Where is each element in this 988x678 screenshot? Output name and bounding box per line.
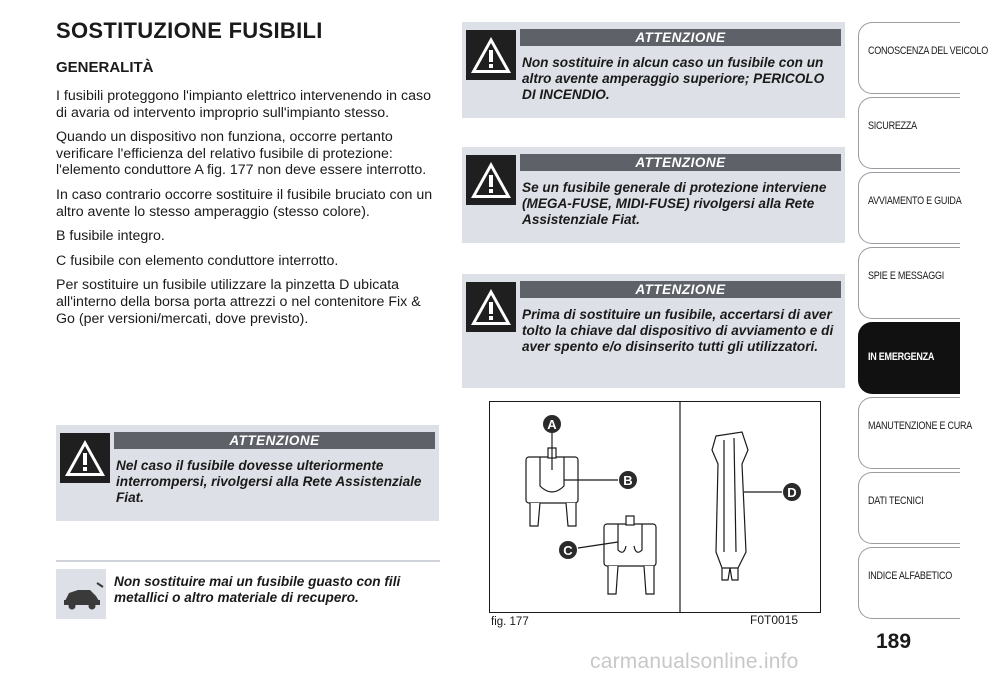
- paragraph: I fusibili proteggono l'impianto elettrico intervenendo in caso di avaria od intervento improprio sull'impianto stesso.: [56, 88, 431, 121]
- tab-avviamento-e-guida[interactable]: [858, 172, 960, 244]
- warning-text: Prima di sostituire un fusibile, accertarsi di aver tolto la chiave dal dispositivo di avviamento e di aver spento e/o disinserito tutti gli utilizzatori.: [522, 307, 834, 354]
- tab-label: SICUREZZA: [868, 120, 917, 132]
- environment-note-text: Non sostituire mai un fusibile guasto con fili metallici o altro materiale di recupero.: [114, 574, 401, 605]
- callout-a-label: A: [547, 417, 557, 432]
- section-subtitle: GENERALITÀ: [56, 59, 154, 76]
- warning-box-2: [462, 22, 845, 118]
- tab-sicurezza[interactable]: [858, 97, 960, 169]
- vehicle-environment-icon: [56, 569, 106, 619]
- paragraph: C fusibile con elemento conduttore interrotto.: [56, 252, 339, 269]
- tab-label: SPIE E MESSAGGI: [868, 270, 945, 282]
- paragraph: B fusibile integro.: [56, 228, 165, 245]
- figure-code: F0T0015: [750, 613, 799, 627]
- tab-spie-e-messaggi[interactable]: [858, 247, 960, 319]
- tab-manutenzione-e-cura[interactable]: [858, 397, 973, 469]
- callout-d-label: D: [787, 485, 797, 500]
- figure-label: fig. 177: [491, 616, 529, 628]
- callout-b-label: B: [623, 473, 633, 488]
- warning-box-3: [462, 147, 845, 243]
- paragraph: Per sostituire un fusibile utilizzare la pinzetta D ubicata all'interno della borsa porta attrezzi o nel contenitore Fix & Go (per versioni/mercati, dove previsto).: [56, 277, 421, 327]
- tab-conoscenza-del-veicolo[interactable]: [858, 22, 988, 94]
- tab-indice-alfabetico[interactable]: [858, 547, 960, 619]
- paragraph: In caso contrario occorre sostituire il fusibile bruciato con un altro avente lo stesso amperaggio (stesso colore).: [56, 186, 433, 220]
- fuse-puller: [712, 432, 748, 580]
- watermark: carmanualsonline.info: [590, 650, 799, 673]
- warning-text: Nel caso il fusibile dovesse ulteriormente interrompersi, rivolgersi alla Rete Assistenziale Fiat.: [116, 458, 422, 505]
- warning-text: Se un fusibile generale di protezione interviene (MEGA-FUSE, MIDI-FUSE) rivolgersi alla Rete Assistenziale Fiat.: [522, 180, 827, 227]
- body-text: [56, 88, 442, 335]
- tab-label: MANUTENZIONE E CURA: [868, 420, 973, 432]
- tab-label: AVVIAMENTO E GUIDA: [868, 195, 962, 207]
- tab-label: INDICE ALFABETICO: [868, 570, 953, 582]
- warning-heading: ATTENZIONE: [520, 154, 841, 171]
- tab-dati-tecnici[interactable]: [858, 472, 960, 544]
- warning-text: Non sostituire in alcun caso un fusibile con un altro avente amperaggio superiore; PERICOLO DI INCENDIO.: [522, 55, 825, 102]
- warning-box-4: [462, 274, 845, 388]
- page-title: SOSTITUZIONE FUSIBILI: [56, 18, 323, 43]
- environment-note: [56, 560, 440, 624]
- warning-heading: ATTENZIONE: [520, 281, 841, 298]
- fuse-blown: [604, 516, 656, 594]
- warning-box-1: [56, 425, 439, 521]
- warning-heading: ATTENZIONE: [114, 432, 435, 449]
- paragraph: Quando un dispositivo non funziona, occorre pertanto verificare l'efficienza del relativo fusibile di protezione: l'elemento conduttore A fig. 177 non deve essere interrotto.: [56, 129, 427, 179]
- chapter-sidebar: [858, 22, 988, 622]
- tab-label: DATI TECNICI: [868, 495, 924, 507]
- tab-in-emergenza[interactable]: [858, 322, 960, 394]
- tab-label: CONOSCENZA DEL VEICOLO: [868, 45, 988, 57]
- fuse-figure: [489, 401, 821, 613]
- tab-label: IN EMERGENZA: [868, 351, 935, 363]
- page-number: 189: [876, 630, 912, 653]
- callout-c-label: C: [563, 543, 573, 558]
- warning-heading: ATTENZIONE: [520, 29, 841, 46]
